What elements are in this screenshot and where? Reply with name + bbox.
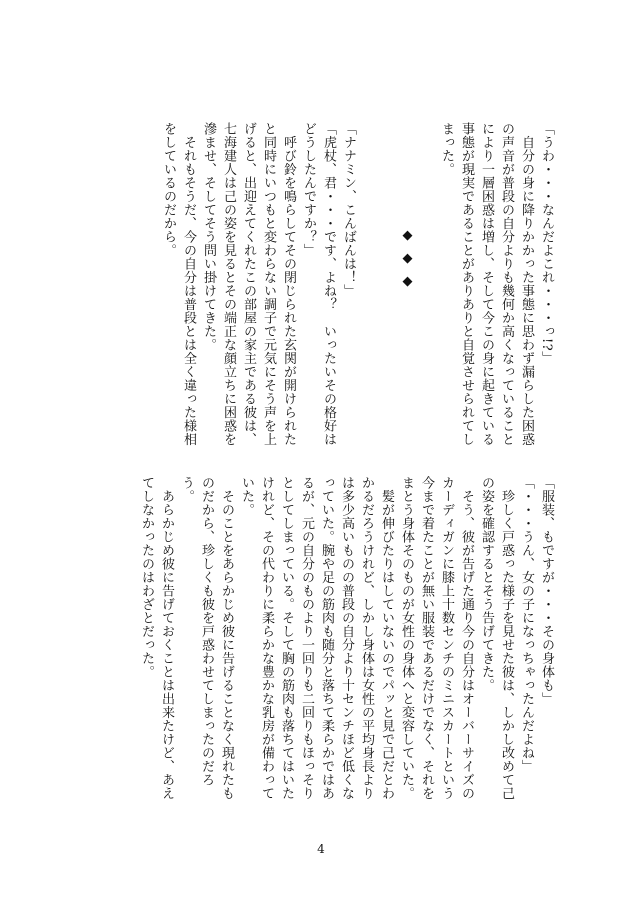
paragraph: そのことをあらかじめ彼に告げることなく現れたものだから、珍しくも彼を戸惑わせてしまったのだろう。 [179,476,234,800]
paragraph: 「服装、もですが・・・その身体も」 [539,476,554,706]
upper-text-block-b [148,122,358,454]
section-separator: ◆◆◆ [400,228,415,297]
paragraph: 「ナナミン、こんばんは！」 [341,122,356,298]
upper-text-block-a [439,122,556,454]
paragraph: 呼び鈴を鳴らしてその閉じられた玄関が開けられたと同時にいつもと変わらない調子で元気にそう声を上げると、出迎えてくれたこの部屋の家主である彼は、七海建人は己の姿を見るとその端正な顔立ちに困惑を滲ませ、そしてそう問い掛けてきた。 [201,122,296,446]
paragraph: 自分の身に降りかかった事態に思わず漏らした困惑の声音が普段の自分よりも幾何か高くなっていることにより一層困惑は増し、そして今この身に起きている事態が現実であることがありありと自覚させられてしまった。 [439,122,534,446]
paragraph: 「うわ・・・なんだよこれ・・・っ!?」 [539,122,554,365]
paragraph: それもそうだ、今の自分は普段とは全く違った様相をしているのだから。 [161,122,196,446]
paragraph: 珍しく戸惑った様子を見せた彼は、しかし改めて己の姿を確認するとそう告げてきた。 [479,476,514,800]
paragraph: 髪が伸びたりはしていないのでパッと見で己だとわかるだろうけれど、しかし身体は女性の平均身長よりは多少高いものの普段の自分より十センチほど低くなっていた。腕や足の筋肉も随分と落ちて柔らかではあるが、元の自分のものより一回りも二回りもほっそりとしてしまっている。そして胸の筋肉も落ちてはいたけれど、その代わりに柔らかな豊かな乳房が備わっていた。 [239,476,394,800]
page-number: 4 [317,842,325,856]
paragraph: 「・・・うん、女の子になっちゃったんだよね」 [519,476,534,773]
paragraph: そう、彼が告げた通り今の自分はオーバーサイズのカーディガンに膝上十数センチのミニスカートという今まで着たことが無い服装であるだけでなく、それをまとう身体そのものが女性の身体へと変容していた。 [399,476,474,800]
paragraph: あらかじめ彼に告げておくことは出来たけど、あえてしなかったのはわざとだった。 [139,476,174,800]
lower-text-block [139,476,556,808]
paragraph: 「虎杖、君・・・です、よね？ いったいその格好はどうしたんですか？」 [301,122,336,446]
